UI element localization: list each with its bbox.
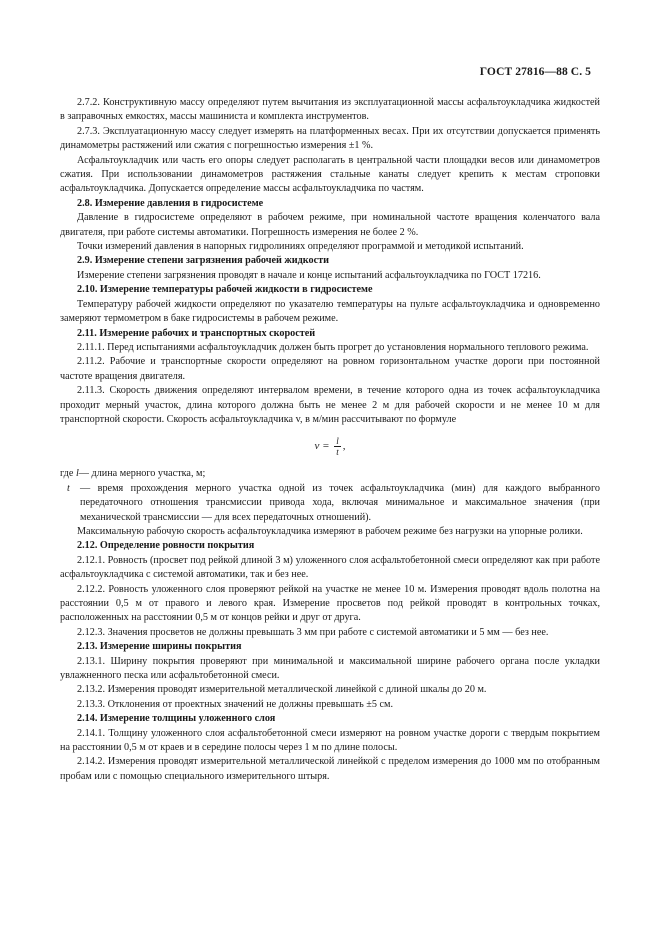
where-t-symbol: t xyxy=(67,482,70,494)
paragraph-2-11-2: 2.11.2. Рабочие и транспортные скорости определяют на ровном горизонтальном участке дороги при постоянной частоте вращения двигателя. xyxy=(60,356,600,382)
heading-2-14: 2.14. Измерение толщины уложенного слоя xyxy=(77,713,276,725)
formula-denominator: t xyxy=(336,447,339,458)
where-l-text: — длина мерного участка, м; xyxy=(78,468,206,480)
paragraph-2-8-a: Давление в гидросистеме определяют в рабочем режиме, при номинальной частоте вращения коленчатого вала двигателя, при работе системы автоматики. Погрешность измерения не более 2 %. xyxy=(60,212,600,238)
heading-2-13: 2.13. Измерение ширины покрытия xyxy=(77,641,242,653)
where-label: где xyxy=(60,468,74,480)
formula-fraction xyxy=(334,436,341,457)
paragraph-2-13-3: 2.13.3. Отклонения от проектных значений не должны превышать ±5 см. xyxy=(77,698,394,710)
heading-2-11: 2.11. Измерение рабочих и транспортных скоростей xyxy=(77,327,316,339)
heading-2-8: 2.8. Измерение давления в гидросистеме xyxy=(77,197,264,209)
paragraph-2-11-1: 2.11.1. Перед испытаниями асфальтоукладчик должен быть прогрет до установления нормального теплового режима. xyxy=(77,341,589,353)
paragraph-2-7-3-cont: Асфальтоукладчик или часть его опоры следует располагать в центральной части площадки весов или динамометров сжатия. При использовании динамометров растяжения стальные канаты следует крепить к местам строповки асфальтоукладчика. Допускается определение массы асфальтоукладчика по частям. xyxy=(60,154,600,195)
paragraph-2-11-3: 2.11.3. Скорость движения определяют интервалом времени, в течение которого одна из точек асфальтоукладчика проходит мерный участок, длина которого должна быть не менее 2 м для рабочей скорости и не менее 10 м для транспортной скорости. Скорость асфальтоукладчика v, в м/мин рассчитывают по формуле xyxy=(60,385,600,425)
paragraph-2-14-2: 2.14.2. Измерения проводят измерительной металлической линейкой с пределом измерения до 1000 мм по отобранным пробам или с помощью специального измерительного штыря. xyxy=(60,756,600,782)
where-l xyxy=(60,467,600,481)
paragraph-2-9: Измерение степени загрязнения проводят в начале и конце испытаний асфальтоукладчика по ГОСТ 17216. xyxy=(77,269,541,281)
paragraph-2-12-3: 2.12.3. Значения просветов не должны превышать 3 мм при работе с системой автоматики и 5 мм — без нее. xyxy=(77,626,549,638)
heading-2-9: 2.9. Измерение степени загрязнения рабочей жидкости xyxy=(77,255,330,267)
paragraph-2-10: Температуру рабочей жидкости определяют по указателю температуры на пульте асфальтоукладчика и одновременно замеряют термометром в баке гидросистемы в рабочем режиме. xyxy=(60,298,600,325)
heading-2-12: 2.12. Определение ровности покрытия xyxy=(77,540,255,552)
paragraph-2-12-1: 2.12.1. Ровность (просвет под рейкой длиной 3 м) уложенного слоя асфальтобетонной смеси определяют как при работе асфальтоукладчика с системой автоматики, так и без нее. xyxy=(60,554,600,581)
paragraph-2-14-1: 2.14.1. Толщину уложенного слоя асфальтобетонной смеси измеряют на ровном участке дороги с твердым покрытием на расстоянии 0,5 м от краев и в середине полосы через 1 м по длине полосы. xyxy=(60,727,600,754)
document-body xyxy=(60,96,600,784)
paragraph-2-7-3: 2.7.3. Эксплуатационную массу следует измерять на платформенных весах. При их отсутствии допускается применять динамометры растяжений или сжатия с погрешностью измерения ±1 %. xyxy=(60,125,600,152)
formula-lhs: v = xyxy=(314,440,330,453)
paragraph-2-13-2: 2.13.2. Измерения проводят измерительной металлической линейкой с длиной шкалы до 20 м. xyxy=(77,684,487,696)
where-t-text: — время прохождения мерного участка одной из точек асфальтоукладчика (мин) для каждого выбранного передаточного отношения трансмиссии привода хода, включая минимальное и максимальное значения (при механической трансмиссии — для всех передаточных отношений). xyxy=(80,482,600,523)
formula-numerator: l xyxy=(336,436,339,447)
where-t xyxy=(60,482,600,525)
speed-formula xyxy=(60,429,600,463)
paragraph-2-11-max: Максимальную рабочую скорость асфальтоукладчика измеряют в рабочем режиме без нагрузки на упорные ролики. xyxy=(77,525,583,537)
paragraph-2-12-2: 2.12.2. Ровность уложенного слоя проверяют рейкой на участке не менее 10 м. Измерения проводят вдоль полотна на расстоянии 0,5 м от правого и левого края. Измерение просветов под рейкой проводят в контрольных точках, расположенных на расстоянии 0,5 м от концов рейки и друг от друга. xyxy=(60,583,600,624)
where-l-symbol: l xyxy=(75,468,79,480)
heading-2-10: 2.10. Измерение температуры рабочей жидкости в гидросистеме xyxy=(77,284,373,296)
page-header: ГОСТ 27816—88 С. 5 xyxy=(479,66,591,78)
paragraph-2-8-b: Точки измерений давления в напорных гидролиниях определяют программой и методикой испытаний. xyxy=(77,241,524,253)
paragraph-2-7-2: 2.7.2. Конструктивную массу определяют путем вычитания из эксплуатационной массы асфальтоукладчика жидкостей в заправочных емкостях, массы машиниста и комплекта инструментов. xyxy=(60,97,600,123)
formula-tail: , xyxy=(342,440,346,453)
paragraph-2-13-1: 2.13.1. Ширину покрытия проверяют при минимальной и максимальной ширине рабочего органа после укладки увлажненного песка или асфальтобетонной смеси. xyxy=(60,655,600,682)
